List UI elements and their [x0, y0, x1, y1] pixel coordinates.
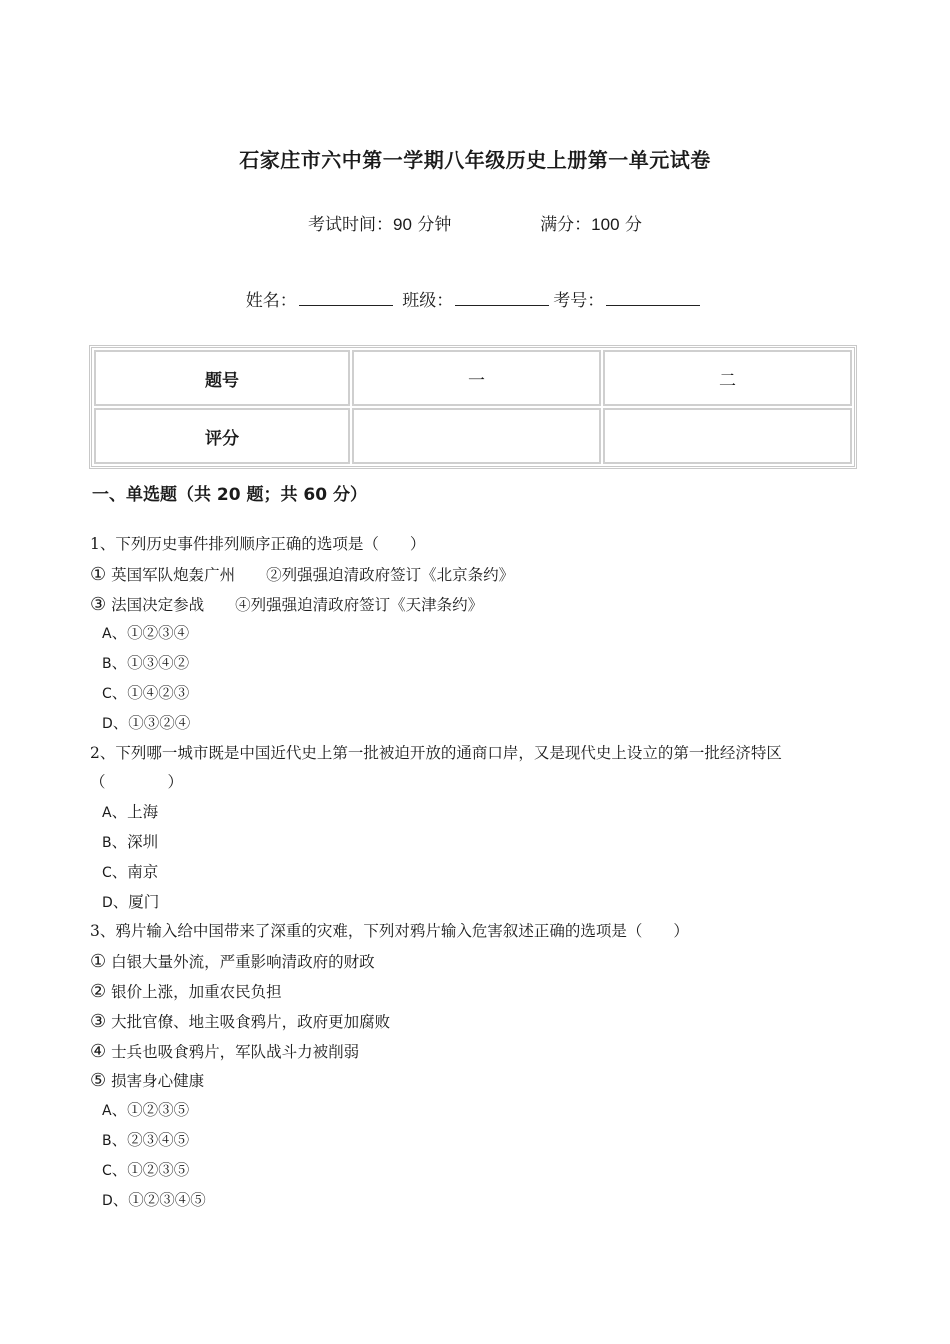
option-letter: D [102, 894, 113, 911]
option-text: 、①③②④ [112, 713, 191, 732]
item-number: ② [90, 980, 107, 1002]
option-text: 、厦门 [112, 892, 160, 911]
option-letter: C [102, 685, 112, 702]
option-text: 、①②③⑤ [111, 1101, 190, 1120]
item-text: 士兵也吸食鸦片，军队战斗力被削弱 [106, 1042, 360, 1061]
item-text: 英国军队炮轰广州 ②列强强迫清政府签订《北京条约》 [106, 565, 515, 584]
name-field[interactable] [299, 291, 393, 306]
answer-option[interactable] [90, 1156, 850, 1186]
question-item [90, 590, 850, 620]
option-text: 、深圳 [111, 832, 159, 851]
question-item [90, 560, 850, 590]
option-letter: A [102, 626, 112, 643]
section-heading: 一、单选题（共 20 题；共 60 分） [92, 485, 367, 505]
option-text: 、南京 [111, 862, 159, 881]
item-text: 大批官僚、地主吸食鸦片，政府更加腐败 [106, 1012, 391, 1031]
item-number: ④ [90, 1040, 107, 1062]
item-text: 银价上涨，加重农民负担 [106, 982, 282, 1001]
item-text: 损害身心健康 [106, 1072, 205, 1091]
question-item [90, 1066, 850, 1096]
option-letter: D [102, 715, 113, 732]
answer-option[interactable] [90, 858, 850, 888]
option-text: 、上海 [111, 803, 159, 822]
student-info [0, 286, 950, 311]
score-table-row [94, 350, 852, 406]
option-text: 、①④②③ [111, 683, 190, 702]
answer-option[interactable] [90, 1186, 850, 1216]
item-number: ⑤ [90, 1070, 107, 1092]
question-item [90, 947, 850, 977]
question-number-header: 题号 [94, 350, 350, 406]
answer-option[interactable] [90, 619, 850, 649]
id-field[interactable] [606, 291, 700, 306]
answer-option[interactable] [90, 798, 850, 828]
item-text: 法国决定参战 ④列强强迫清政府签订《天津条约》 [106, 595, 484, 614]
option-letter: A [102, 1103, 112, 1120]
time-value: 90 [393, 215, 412, 234]
answer-option[interactable] [90, 1126, 850, 1156]
option-text: 、②③④⑤ [111, 1130, 190, 1149]
option-text: 、①②③⑤ [111, 1160, 190, 1179]
question-stem: 3、鸦片输入给中国带来了深重的灾难，下列对鸦片输入危害叙述正确的选项是（ ） [90, 922, 689, 941]
part-one-score-cell[interactable] [352, 408, 601, 464]
option-letter: B [102, 656, 112, 673]
question-list [90, 530, 850, 1215]
question-stem: 1、下列历史事件排列顺序正确的选项是（ ） [90, 535, 426, 553]
answer-option[interactable] [90, 1096, 850, 1126]
option-text: 、①②③④⑤ [112, 1190, 206, 1209]
item-number: ① [90, 951, 107, 973]
option-text: 、①②③④ [111, 624, 190, 643]
score-table [89, 345, 857, 469]
score-table-row [94, 408, 852, 464]
full-score-label: 满分： [540, 215, 592, 235]
score-row-header: 评分 [94, 408, 350, 464]
option-letter: B [102, 1132, 112, 1149]
time-label: 考试时间： [308, 215, 394, 235]
part-one-header: 一 [352, 350, 601, 406]
class-label: 班级： [402, 291, 454, 311]
answer-option[interactable] [90, 828, 850, 858]
full-score-value: 100 [591, 215, 620, 234]
option-letter: C [102, 864, 112, 881]
question-item [90, 1037, 850, 1067]
answer-option[interactable] [90, 888, 850, 918]
exam-title: 石家庄市六中第一学期八年级历史上册第一单元试卷 [239, 148, 711, 172]
item-number: ③ [90, 1010, 107, 1032]
item-number: ① [90, 563, 107, 585]
question-item [90, 1007, 850, 1037]
full-score-unit: 分 [619, 215, 642, 235]
item-text: 白银大量外流，严重影响清政府的财政 [106, 953, 375, 972]
option-letter: B [102, 834, 112, 851]
question-item [90, 977, 850, 1007]
item-number: ③ [90, 593, 107, 615]
option-letter: C [102, 1162, 112, 1179]
id-label: 考号： [553, 291, 605, 311]
answer-option[interactable] [90, 649, 850, 679]
answer-option[interactable] [90, 679, 850, 709]
option-text: 、①③④② [111, 654, 190, 673]
answer-option[interactable] [90, 709, 850, 739]
part-two-header: 二 [603, 350, 852, 406]
time-unit: 分钟 [411, 215, 452, 235]
exam-meta [0, 210, 950, 235]
question-stem: 2、下列哪一城市既是中国近代史上第一批被迫开放的通商口岸，又是现代史上设立的第一批经济特区（ ） [90, 743, 782, 792]
class-field[interactable] [455, 291, 549, 306]
option-letter: A [102, 805, 112, 822]
part-two-score-cell[interactable] [603, 408, 852, 464]
name-label: 姓名： [245, 291, 297, 311]
option-letter: D [102, 1192, 113, 1209]
